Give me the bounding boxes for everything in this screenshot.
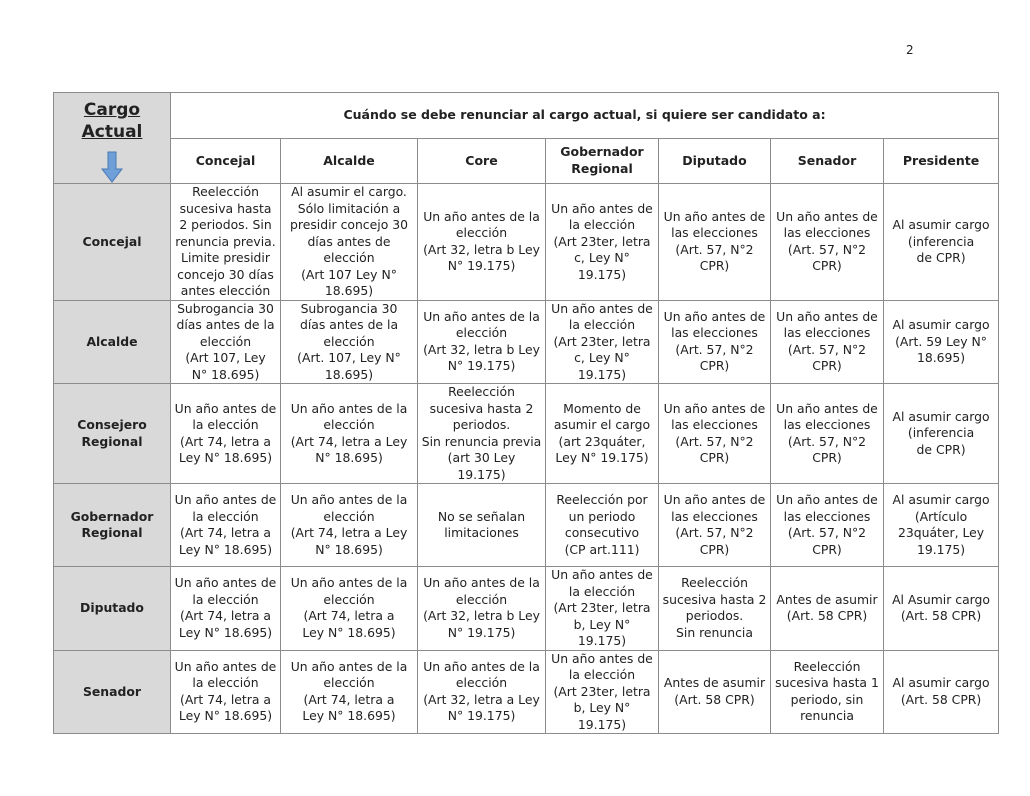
row-header: Diputado xyxy=(54,567,171,651)
table-cell: Un año antes de la elección (Art 74, letra a Ley N° 18.695) xyxy=(281,484,418,567)
table-cell: Un año antes de las elecciones (Art. 57, N°2 CPR) xyxy=(771,484,884,567)
down-arrow-icon xyxy=(101,151,123,183)
table-cell: Un año antes de la elección (Art 74, letra a Ley N° 18.695) xyxy=(281,650,418,734)
table-cell: Un año antes de la elección (Art 23ter, letra c, Ley N° 19.175) xyxy=(546,300,659,384)
table-cell: Un año antes de las elecciones (Art. 57, N°2 CPR) xyxy=(771,184,884,301)
row-header: Consejero Regional xyxy=(54,384,171,484)
table-cell: Al Asumir cargo (Art. 58 CPR) xyxy=(884,567,999,651)
table-cell: Un año antes de la elección (Art 74, letra a Ley N° 18.695) xyxy=(281,567,418,651)
column-header-alcalde: Alcalde xyxy=(281,138,418,184)
table-row xyxy=(54,484,999,567)
eligibility-table xyxy=(53,92,999,734)
table-cell: Antes de asumir (Art. 58 CPR) xyxy=(659,650,771,734)
table-cell: No se señalan limitaciones xyxy=(418,484,546,567)
column-header-gobernador-regional: Gobernador Regional xyxy=(546,138,659,184)
column-header-diputado: Diputado xyxy=(659,138,771,184)
table-row xyxy=(54,184,999,301)
table-cell: Al asumir cargo (Art. 58 CPR) xyxy=(884,650,999,734)
corner-title-line2: Actual xyxy=(81,122,143,142)
row-header: Alcalde xyxy=(54,300,171,384)
table-cell: Un año antes de las elecciones (Art. 57, N°2 CPR) xyxy=(771,300,884,384)
column-header-concejal: Concejal xyxy=(171,138,281,184)
table-cell: Reelección sucesiva hasta 2 periodos. Sin renuncia previa. Limite presidir concejo 30 días antes elección xyxy=(171,184,281,301)
column-header-core: Core xyxy=(418,138,546,184)
table-cell: Subrogancia 30 días antes de la elección (Art 107, Ley N° 18.695) xyxy=(171,300,281,384)
page-number: 2 xyxy=(906,43,914,57)
table-cell: Al asumir cargo (inferencia de CPR) xyxy=(884,184,999,301)
table-cell: Un año antes de la elección (Art 23ter, letra b, Ley N° 19.175) xyxy=(546,567,659,651)
table-cell: Un año antes de la elección (Art 32, letra b Ley N° 19.175) xyxy=(418,300,546,384)
table-cell: Un año antes de la elección (Art 74, letra a Ley N° 18.695) xyxy=(281,384,418,484)
table-cell: Al asumir cargo (inferencia de CPR) xyxy=(884,384,999,484)
table-cell: Un año antes de la elección (Art 74, letra a Ley N° 18.695) xyxy=(171,650,281,734)
table-cell: Un año antes de la elección (Art 32, letra a Ley N° 19.175) xyxy=(418,650,546,734)
row-header: Gobernador Regional xyxy=(54,484,171,567)
table-cell: Un año antes de la elección (Art 74, letra a Ley N° 18.695) xyxy=(171,384,281,484)
table-cell: Un año antes de la elección (Art 74, letra a Ley N° 18.695) xyxy=(171,484,281,567)
row-header: Senador xyxy=(54,650,171,734)
corner-header xyxy=(54,93,171,184)
column-header-senador: Senador xyxy=(771,138,884,184)
table-cell: Un año antes de las elecciones (Art. 57, N°2 CPR) xyxy=(659,300,771,384)
table-row xyxy=(54,384,999,484)
table-row xyxy=(54,650,999,734)
column-header-presidente: Presidente xyxy=(884,138,999,184)
table-cell: Un año antes de la elección (Art 23ter, letra b, Ley N° 19.175) xyxy=(546,650,659,734)
table-cell: Antes de asumir (Art. 58 CPR) xyxy=(771,567,884,651)
table-cell: Al asumir el cargo. Sólo limitación a presidir concejo 30 días antes de elección (Art 107 Ley N° 18.695) xyxy=(281,184,418,301)
table-cell: Reelección sucesiva hasta 2 periodos. Sin renuncia xyxy=(659,567,771,651)
table-cell: Un año antes de la elección (Art 23ter, letra c, Ley N° 19.175) xyxy=(546,184,659,301)
table-cell: Reelección sucesiva hasta 2 periodos. Sin renuncia previa (art 30 Ley 19.175) xyxy=(418,384,546,484)
table-cell: Un año antes de las elecciones (Art. 57, N°2 CPR) xyxy=(771,384,884,484)
table-row xyxy=(54,567,999,651)
table-row xyxy=(54,300,999,384)
table-cell: Un año antes de las elecciones (Art. 57, N°2 CPR) xyxy=(659,484,771,567)
table-cell: Reelección por un periodo consecutivo (CP art.111) xyxy=(546,484,659,567)
table-cell: Un año antes de las elecciones (Art. 57, N°2 CPR) xyxy=(659,184,771,301)
corner-title-line1: Cargo xyxy=(83,100,141,120)
row-header: Concejal xyxy=(54,184,171,301)
table-cell: Un año antes de las elecciones (Art. 57, N°2 CPR) xyxy=(659,384,771,484)
table-cell: Al asumir cargo (Art. 59 Ley N° 18.695) xyxy=(884,300,999,384)
table-cell: Subrogancia 30 días antes de la elección (Art. 107, Ley N° 18.695) xyxy=(281,300,418,384)
table-cell: Un año antes de la elección (Art 32, letra b Ley N° 19.175) xyxy=(418,567,546,651)
table-cell: Al asumir cargo (Artículo 23quáter, Ley 19.175) xyxy=(884,484,999,567)
main-heading: Cuándo se debe renunciar al cargo actual, si quiere ser candidato a: xyxy=(171,93,999,139)
table-cell: Reelección sucesiva hasta 1 periodo, sin renuncia xyxy=(771,650,884,734)
table-cell: Momento de asumir el cargo (art 23quáter, Ley N° 19.175) xyxy=(546,384,659,484)
table-cell: Un año antes de la elección (Art 32, letra b Ley N° 19.175) xyxy=(418,184,546,301)
table-cell: Un año antes de la elección (Art 74, letra a Ley N° 18.695) xyxy=(171,567,281,651)
